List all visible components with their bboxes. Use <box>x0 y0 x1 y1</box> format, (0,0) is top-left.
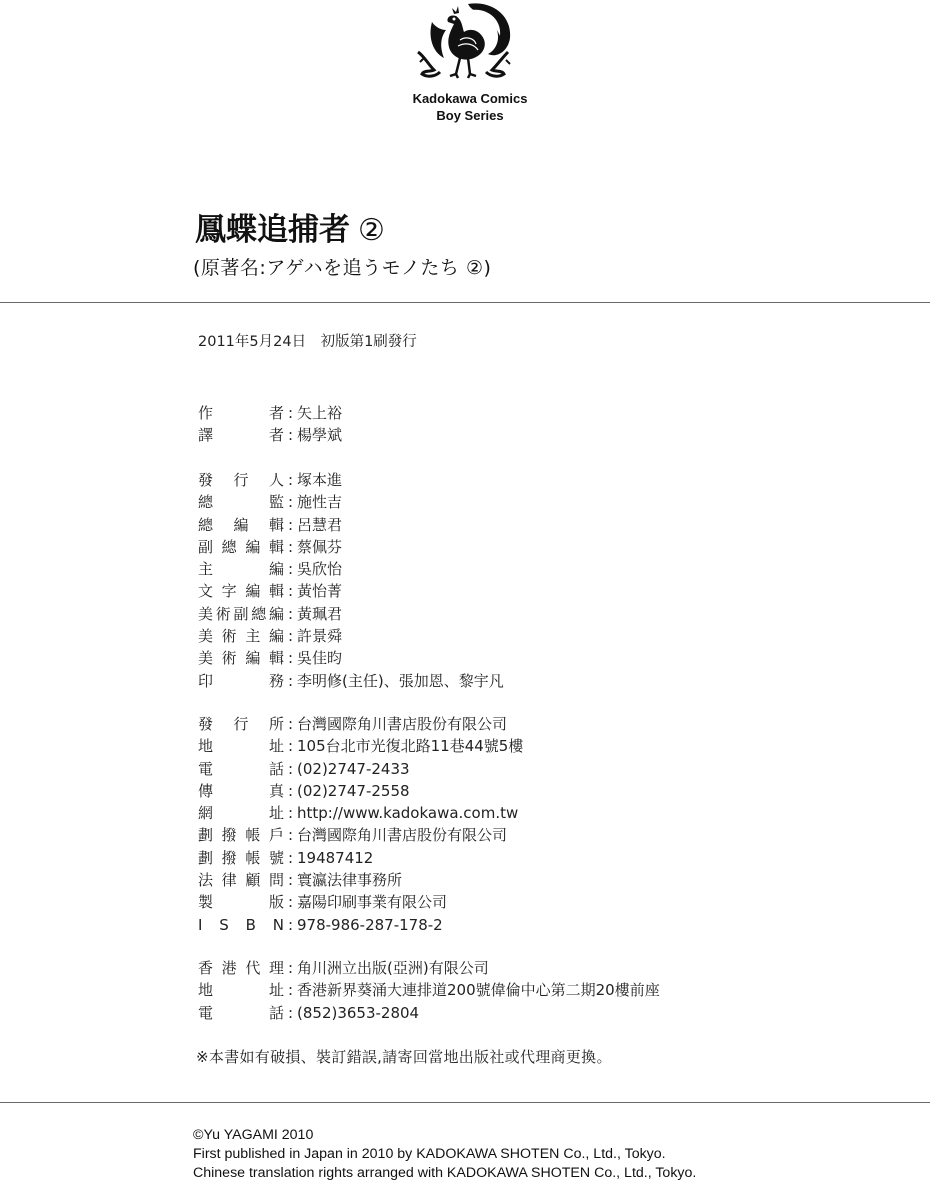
credit-label-char: 美 <box>198 604 214 623</box>
credit-colon: : <box>287 781 294 800</box>
credit-value: 蔡佩芬 <box>297 537 343 556</box>
credit-label-char: 所 <box>268 715 284 733</box>
credit-label <box>198 735 284 757</box>
credit-label-char: 主 <box>198 560 214 579</box>
credit-label-char: 行 <box>233 471 249 489</box>
credit-label-char: 帳 <box>245 848 261 867</box>
credit-label <box>198 670 284 692</box>
credit-label-char: 號 <box>268 848 284 867</box>
credit-label-char: 譯 <box>198 426 214 445</box>
imprint-line-1: Kadokawa Comics <box>412 91 528 106</box>
credit-value: 矢上裕 <box>297 404 343 422</box>
credit-value: 香港新界葵涌大連排道200號偉倫中心第二期20樓前座 <box>297 981 660 1000</box>
credit-label <box>198 625 284 647</box>
credit-label <box>198 869 284 891</box>
credit-label-char: 編 <box>245 649 261 668</box>
credit-value: 台灣國際角川書店股份有限公司 <box>297 715 508 733</box>
credit-label <box>198 647 284 669</box>
imprint-line-2: Boy Series <box>436 108 504 123</box>
credit-label-char: S <box>219 915 229 934</box>
credit-colon: : <box>287 404 294 422</box>
credit-label-char: 印 <box>198 671 214 690</box>
credit-label-char: 者 <box>268 426 284 445</box>
credit-colon: : <box>287 671 294 690</box>
credit-colon: : <box>287 959 294 977</box>
credit-label-char: 戶 <box>268 826 284 845</box>
credit-value: 黃怡菁 <box>297 582 343 601</box>
credit-row <box>198 536 504 558</box>
credit-row <box>198 558 504 580</box>
credit-label <box>198 402 284 424</box>
credit-row <box>198 869 523 891</box>
credit-value: 黃珮君 <box>297 604 343 623</box>
credit-label-char: 編 <box>268 560 284 579</box>
credits-publisher <box>198 713 523 936</box>
edition-date: 2011年5月24日 初版第1刷發行 <box>198 334 417 350</box>
credit-row <box>198 1002 660 1024</box>
credit-value: 許景舜 <box>297 627 343 646</box>
credit-label <box>198 824 284 846</box>
credit-colon: : <box>287 515 294 534</box>
book-title <box>195 212 385 249</box>
credits-staff <box>198 469 504 692</box>
credit-label-char: 總 <box>251 604 267 623</box>
credit-row <box>198 603 504 625</box>
credit-label-char: 話 <box>268 1003 284 1022</box>
damage-notice: ※本書如有破損、裝訂錯誤,請寄回當地出版社或代理商更換。 <box>196 1048 612 1066</box>
credit-label-char: 副 <box>198 537 214 556</box>
credit-label-char: 址 <box>268 804 284 823</box>
credit-value: (02)2747-2433 <box>297 759 410 778</box>
credit-colon: : <box>287 737 294 756</box>
credit-label-char: 劃 <box>198 848 214 867</box>
phoenix-emblem-icon <box>410 0 520 88</box>
credit-row <box>198 824 523 846</box>
credit-row <box>198 780 523 802</box>
credit-colon: : <box>287 981 294 1000</box>
credit-label <box>198 469 284 491</box>
credit-label <box>198 713 284 735</box>
credit-label-char: 輯 <box>268 649 284 668</box>
credit-label-char: 編 <box>245 582 261 601</box>
credit-label-char: B <box>245 915 256 934</box>
credit-row <box>198 424 342 446</box>
credit-colon: : <box>287 848 294 867</box>
credit-label-char: 網 <box>198 804 214 823</box>
credit-label-char: 址 <box>268 981 284 1000</box>
credit-row <box>198 625 504 647</box>
credit-label <box>198 957 284 979</box>
credit-label <box>198 891 284 913</box>
credit-row <box>198 891 523 913</box>
credit-value: (02)2747-2558 <box>297 781 410 800</box>
credit-value: 台灣國際角川書店股份有限公司 <box>297 826 508 845</box>
credit-label-char: 美 <box>198 627 214 646</box>
credit-colon: : <box>287 426 294 445</box>
credit-label <box>198 1002 284 1024</box>
first-published-line: First published in Japan in 2010 by KADOKAWA SHOTEN Co., Ltd., Tokyo. <box>193 1146 666 1162</box>
credit-label-char: 文 <box>198 582 214 601</box>
credit-label-char: 務 <box>268 671 284 690</box>
credit-label <box>198 558 284 580</box>
credit-label-char: N <box>272 915 284 934</box>
credits-authors <box>198 402 342 447</box>
credit-label-char: 律 <box>221 871 237 890</box>
credit-colon: : <box>287 1003 294 1022</box>
credit-colon: : <box>287 493 294 512</box>
credit-row <box>198 957 660 979</box>
credit-label-char: 者 <box>268 404 284 422</box>
credit-colon: : <box>287 560 294 579</box>
credit-label-char: 總 <box>221 537 237 556</box>
credit-colon: : <box>287 604 294 623</box>
credit-label-char: 作 <box>198 404 214 422</box>
credit-label-char: 製 <box>198 893 214 912</box>
divider-top <box>0 302 930 303</box>
volume-number: ② <box>358 213 385 248</box>
credit-colon: : <box>287 759 294 778</box>
credit-label <box>198 758 284 780</box>
credit-value: 吳欣怡 <box>297 560 343 579</box>
credit-label-char: 發 <box>198 471 214 489</box>
credit-label-char: 版 <box>268 893 284 912</box>
credit-colon: : <box>287 715 294 733</box>
credit-label-char: 撥 <box>221 826 237 845</box>
credit-value: 施性吉 <box>297 493 343 512</box>
imprint-label <box>380 90 560 124</box>
credit-row <box>198 802 523 824</box>
credit-row <box>198 647 504 669</box>
credit-label-char: 編 <box>233 515 249 534</box>
credit-label <box>198 491 284 513</box>
credit-label-char: I <box>198 915 203 934</box>
credit-label-char: 帳 <box>245 826 261 845</box>
credit-row <box>198 402 342 424</box>
credit-label-char: 香 <box>198 959 214 977</box>
credit-value: http://www.kadokawa.com.tw <box>297 804 519 823</box>
credit-row <box>198 758 523 780</box>
credit-label-char: 理 <box>268 959 284 977</box>
credit-label-char: 監 <box>268 493 284 512</box>
credit-label-char: 發 <box>198 715 214 733</box>
credit-label-char: 編 <box>268 604 284 623</box>
copyright-block <box>193 1126 696 1183</box>
credit-row <box>198 979 660 1001</box>
credit-label <box>198 914 284 936</box>
credit-label <box>198 847 284 869</box>
credit-label <box>198 580 284 602</box>
credit-label-char: 電 <box>198 1003 214 1022</box>
credit-label-char: 代 <box>245 959 261 977</box>
credit-label <box>198 979 284 1001</box>
credit-colon: : <box>287 893 294 912</box>
credit-label <box>198 603 284 625</box>
credit-label <box>198 514 284 536</box>
credit-value: 嘉陽印刷事業有限公司 <box>297 893 448 912</box>
credit-colon: : <box>287 804 294 823</box>
credit-label <box>198 780 284 802</box>
credit-label-char: 主 <box>245 627 261 646</box>
credit-label-char: 美 <box>198 649 214 668</box>
credit-label-char: 撥 <box>221 848 237 867</box>
credit-colon: : <box>287 915 294 934</box>
credit-row <box>198 847 523 869</box>
credit-row <box>198 469 504 491</box>
credit-label-char: 行 <box>233 715 249 733</box>
credit-row <box>198 670 504 692</box>
credit-value: (852)3653-2804 <box>297 1003 420 1022</box>
credit-label-char: 話 <box>268 759 284 778</box>
credit-colon: : <box>287 871 294 890</box>
credit-row <box>198 491 504 513</box>
credit-value: 李明修(主任)、張加恩、黎宇凡 <box>297 671 504 690</box>
credit-label-char: 術 <box>215 604 231 623</box>
credit-colon: : <box>287 826 294 845</box>
credit-label <box>198 424 284 446</box>
copyright-line: ©Yu YAGAMI 2010 <box>193 1127 314 1143</box>
credit-label-char: 輯 <box>268 537 284 556</box>
credit-colon: : <box>287 649 294 668</box>
credit-label <box>198 802 284 824</box>
credit-label-char: 法 <box>198 871 214 890</box>
credit-label-char: 總 <box>198 493 214 512</box>
credit-label-char: 編 <box>268 627 284 646</box>
credit-row <box>198 713 523 735</box>
credit-value: 楊學斌 <box>297 426 343 445</box>
credit-label-char: 字 <box>221 582 237 601</box>
credit-label-char: 真 <box>268 781 284 800</box>
credit-label <box>198 536 284 558</box>
credit-value: 角川洲立出版(亞洲)有限公司 <box>297 959 489 977</box>
credit-row <box>198 514 504 536</box>
credit-label-char: 總 <box>198 515 214 534</box>
credit-colon: : <box>287 537 294 556</box>
credit-label-char: 電 <box>198 759 214 778</box>
credit-value: 105台北市光復北路11巷44號5樓 <box>297 737 524 756</box>
credit-label-char: 劃 <box>198 826 214 845</box>
credit-value: 19487412 <box>297 848 374 867</box>
credit-label-char: 地 <box>198 981 214 1000</box>
credit-label-char: 編 <box>245 537 261 556</box>
credit-label-char: 顧 <box>245 871 261 890</box>
credit-row <box>198 914 523 936</box>
credit-row <box>198 735 523 757</box>
original-title: (原著名:アゲハを追うモノたち ②) <box>193 257 492 279</box>
credit-label-char: 傳 <box>198 781 214 800</box>
divider-bottom <box>0 1102 930 1103</box>
credit-colon: : <box>287 471 294 489</box>
translation-rights-line: Chinese translation rights arranged with KADOKAWA SHOTEN Co., Ltd., Tokyo. <box>193 1165 697 1181</box>
credit-value: 吳佳昀 <box>297 649 343 668</box>
book-title-main: 鳳蝶追捕者 <box>195 212 350 248</box>
credits-hongkong <box>198 957 660 1024</box>
credit-label-char: 輯 <box>268 515 284 534</box>
credit-label-char: 址 <box>268 737 284 756</box>
credit-label-char: 輯 <box>268 582 284 601</box>
credit-label-char: 術 <box>221 627 237 646</box>
credit-value: 978-986-287-178-2 <box>297 915 443 934</box>
credit-label-char: 副 <box>233 604 249 623</box>
credit-label-char: 人 <box>268 471 284 489</box>
credit-value: 呂慧君 <box>297 515 343 534</box>
credit-value: 塚本進 <box>297 471 343 489</box>
credit-label-char: 地 <box>198 737 214 756</box>
credit-label-char: 術 <box>221 649 237 668</box>
credit-row <box>198 580 504 602</box>
credit-colon: : <box>287 627 294 646</box>
credit-label-char: 問 <box>268 871 284 890</box>
credit-value: 寰瀛法律事務所 <box>297 871 403 890</box>
credit-colon: : <box>287 582 294 601</box>
credit-label-char: 港 <box>221 959 237 977</box>
